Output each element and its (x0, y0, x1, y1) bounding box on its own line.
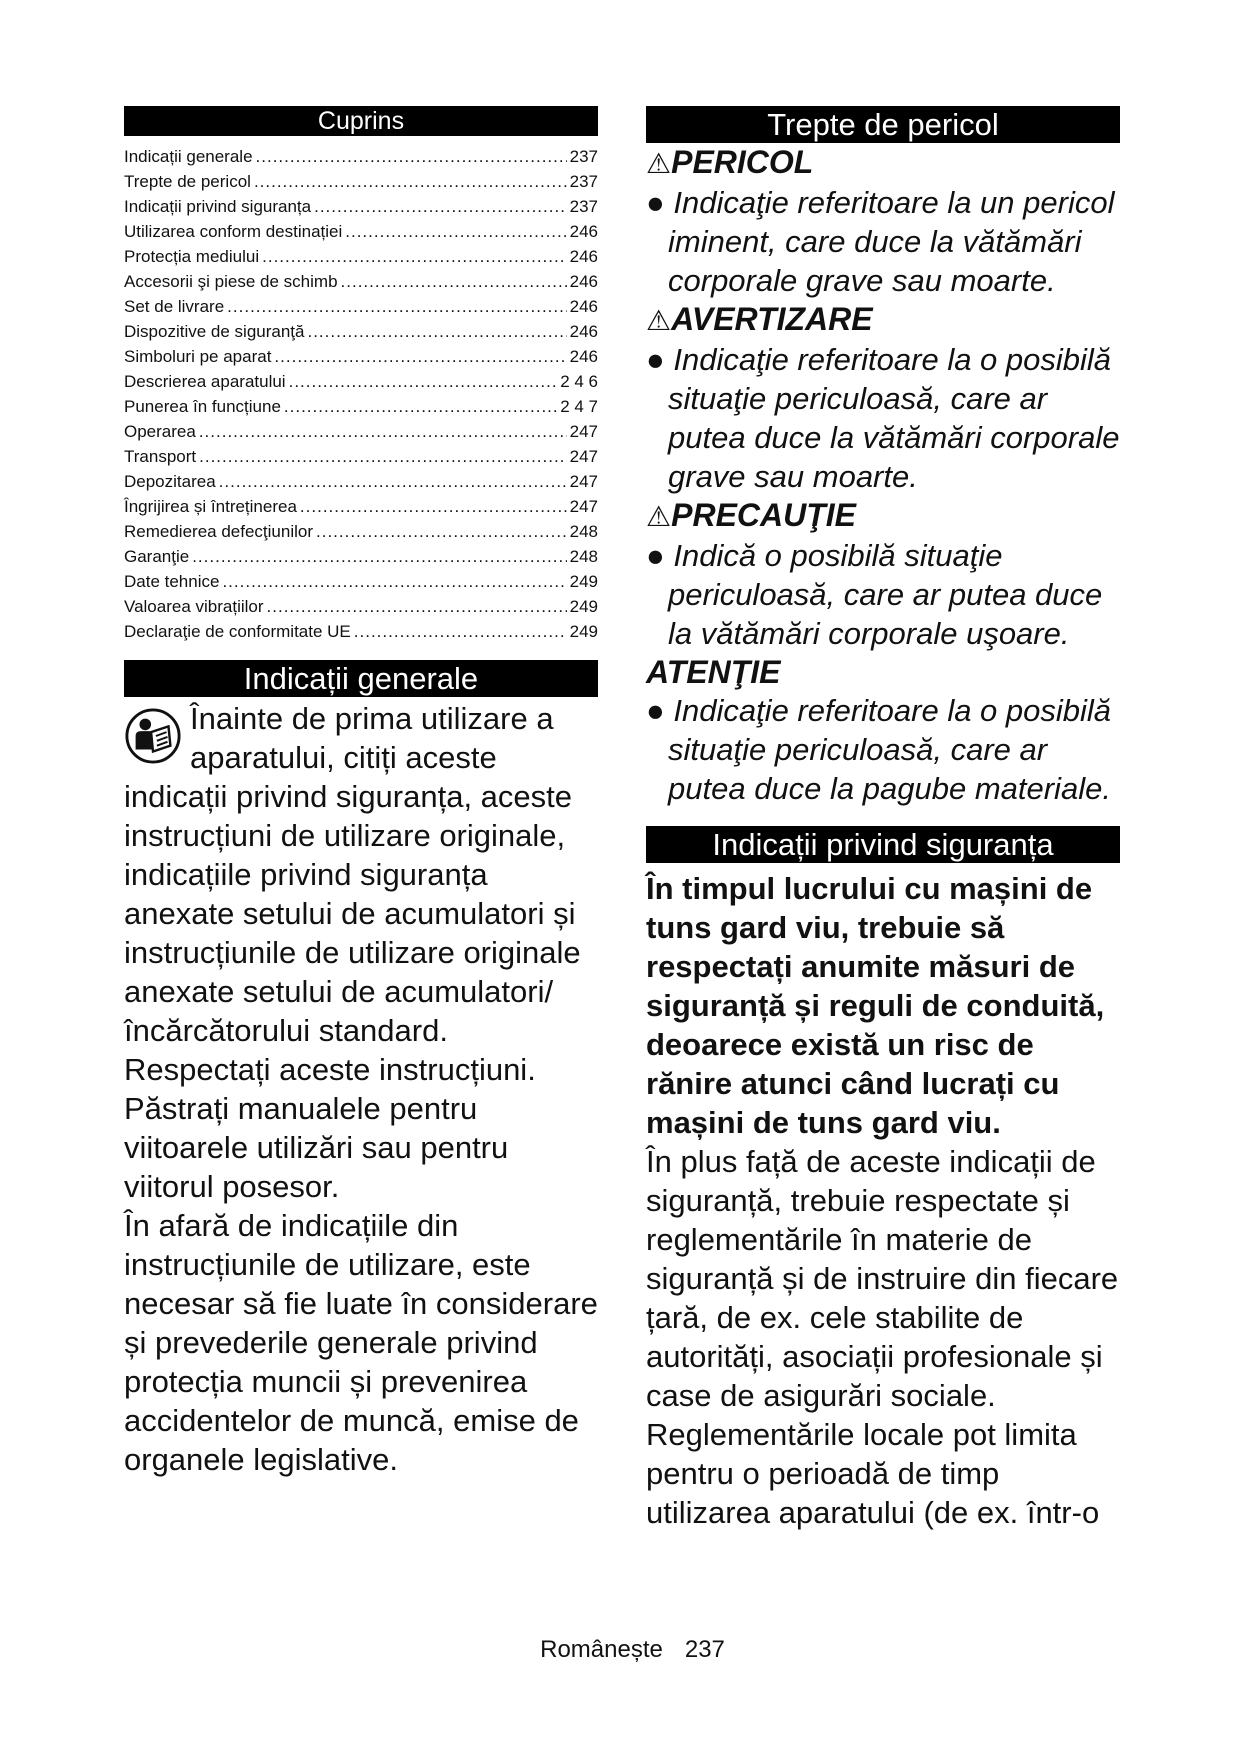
toc-item[interactable] (124, 194, 598, 219)
toc-leader-dots (274, 344, 566, 369)
hazard-level-text: Indicaţie referitoare la o posibilă situaţie periculoasă, care ar putea duce la vătămări corporale grave sau moarte. (668, 342, 1120, 494)
toc-item[interactable] (124, 544, 598, 569)
toc-item[interactable] (124, 394, 598, 419)
hazard-level-name: ATENŢIE (646, 654, 781, 690)
toc-item-page: 249 (569, 572, 598, 591)
toc-item-page: 246 (569, 222, 598, 241)
hazard-level-name: PRECAUŢIE (671, 497, 857, 533)
bullet-icon: ● (646, 538, 674, 573)
general-heading: Indicații generale (124, 660, 598, 697)
hazard-level-pericol (646, 143, 1120, 300)
toc-leader-dots (284, 394, 557, 419)
toc-leader-dots (256, 144, 567, 169)
hazard-level-name: AVERTIZARE (671, 301, 873, 337)
toc-item-label: Date tehnice (124, 572, 220, 591)
toc-item-label: Îngrijirea și întreținerea (124, 497, 297, 516)
toc-item-label: Descrierea aparatului (124, 372, 286, 391)
toc-leader-dots (345, 219, 566, 244)
page-number: 237 (684, 1636, 725, 1663)
right-column (646, 106, 1120, 1532)
toc-item-label: Remedierea defecţiunilor (124, 522, 313, 541)
toc-leader-dots (222, 569, 566, 594)
toc-item[interactable] (124, 319, 598, 344)
toc-item-page: 247 (569, 447, 598, 466)
toc-item-page: 2 4 6 (560, 372, 598, 391)
read-manual-icon (124, 707, 182, 765)
toc-item-page: 249 (569, 622, 598, 641)
toc-item-label: Garanţie (124, 547, 190, 566)
page-footer (0, 1636, 1241, 1664)
toc-leader-dots (316, 519, 567, 544)
toc-item-page: 247 (569, 497, 598, 516)
warning-triangle-icon: ⚠ (646, 501, 672, 532)
warning-triangle-icon: ⚠ (646, 305, 672, 336)
toc-item-page: 248 (569, 547, 598, 566)
toc-item[interactable] (124, 619, 598, 644)
toc-item-label: Simboluri pe aparat (124, 347, 272, 366)
toc-item-page: 247 (569, 472, 598, 491)
hazard-level-text: Indicaţie referitoare la un pericol iminent, care duce la vătămări corporale grave sau moarte. (668, 185, 1115, 298)
toc-item-page: 246 (569, 322, 598, 341)
warning-triangle-icon: ⚠ (646, 148, 672, 179)
toc-leader-dots (341, 269, 567, 294)
toc-item[interactable] (124, 144, 598, 169)
hazard-heading: Trepte de pericol (646, 106, 1120, 143)
toc-item[interactable] (124, 444, 598, 469)
toc-item-label: Depozitarea (124, 472, 216, 491)
toc-leader-dots (254, 169, 567, 194)
toc-item[interactable] (124, 244, 598, 269)
footer-language: Românește (540, 1636, 663, 1663)
toc-item[interactable] (124, 419, 598, 444)
toc-item-page: 2 4 7 (560, 397, 598, 416)
toc-leader-dots (289, 369, 558, 394)
toc-item-page: 237 (569, 147, 598, 166)
hazard-level-avertizare (646, 300, 1120, 496)
toc-item[interactable] (124, 594, 598, 619)
toc-leader-dots (354, 619, 567, 644)
toc-item[interactable] (124, 169, 598, 194)
bullet-icon: ● (646, 693, 674, 728)
toc-leader-dots (199, 419, 567, 444)
toc-item[interactable] (124, 494, 598, 519)
toc-item-label: Protecția mediului (124, 247, 260, 266)
bullet-icon: ● (646, 342, 674, 377)
toc-item-label: Indicații generale (124, 147, 253, 166)
toc-item-label: Operarea (124, 422, 196, 441)
toc-item-label: Punerea în funcțiune (124, 397, 281, 416)
toc-leader-dots (227, 294, 566, 319)
toc-item-page: 246 (569, 297, 598, 316)
toc-item[interactable] (124, 344, 598, 369)
toc-item-page: 249 (569, 597, 598, 616)
toc-leader-dots (300, 494, 567, 519)
toc-item-page: 237 (569, 197, 598, 216)
left-column (124, 106, 598, 1479)
toc-item-label: Valoarea vibrațiilor (124, 597, 264, 616)
toc-item[interactable] (124, 269, 598, 294)
toc-item[interactable] (124, 469, 598, 494)
toc-item-page: 246 (569, 272, 598, 291)
toc-item-label: Transport (124, 447, 197, 466)
bullet-icon: ● (646, 185, 674, 220)
hazard-level-name: PERICOL (671, 144, 814, 180)
toc-item-page: 246 (569, 347, 598, 366)
toc-item-label: Indicații privind siguranța (124, 197, 312, 216)
toc-leader-dots (199, 444, 567, 469)
toc-item-label: Declaraţie de conformitate UE (124, 622, 351, 641)
toc-item-label: Utilizarea conform destinației (124, 222, 343, 241)
toc-heading: Cuprins (124, 106, 598, 136)
general-intro (124, 699, 598, 1206)
toc-leader-dots (219, 469, 567, 494)
toc-item-page: 247 (569, 422, 598, 441)
toc-item[interactable] (124, 369, 598, 394)
toc-item[interactable] (124, 219, 598, 244)
hazard-level-precautie (646, 496, 1120, 653)
toc-leader-dots (262, 244, 567, 269)
general-paragraph-2: În afară de indicațiile din instrucțiunile de utilizare, este necesar să fie luate în considerare și prevederile generale privind protecția muncii și prevenirea accidentelor de muncă, emise de organele legislative. (124, 1208, 598, 1477)
toc-item[interactable] (124, 569, 598, 594)
hazard-level-text: Indică o posibilă situaţie periculoasă, care ar putea duce la vătămări corporale uşoare. (668, 538, 1103, 651)
hazard-level-text: Indicaţie referitoare la o posibilă situaţie periculoasă, care ar putea duce la pagube materiale. (668, 693, 1112, 806)
toc-item-page: 246 (569, 247, 598, 266)
toc-item-label: Dispozitive de siguranţă (124, 322, 305, 341)
safety-paragraph: În plus față de aceste indicații de siguranță, trebuie respectate și reglementările în materie de siguranță și de instruire din fiecare țară, de ex. cele stabilite de autorități, asociații profesionale și case de asigurări sociale. Reglementările locale pot limita pentru o perioadă de timp utilizarea aparatului (de ex. într-o (646, 1144, 1119, 1530)
toc-leader-dots (192, 544, 566, 569)
table-of-contents (124, 144, 598, 644)
toc-item-label: Accesorii şi piese de schimb (124, 272, 338, 291)
toc-item-page: 237 (569, 172, 598, 191)
toc-item[interactable] (124, 294, 598, 319)
toc-item[interactable] (124, 519, 598, 544)
toc-leader-dots (314, 194, 567, 219)
toc-leader-dots (307, 319, 566, 344)
toc-leader-dots (267, 594, 567, 619)
hazard-level-atentie (646, 653, 1120, 808)
safety-bold-paragraph: În timpul lucrului cu mașini de tuns gard viu, trebuie să respectați anumite măsuri de siguranță și reguli de conduită, deoarece există un risc de rănire atunci când lucrați cu mașini de tuns gard viu. (646, 871, 1105, 1140)
safety-heading: Indicații privind siguranța (646, 826, 1120, 863)
toc-item-label: Set de livrare (124, 297, 225, 316)
toc-item-label: Trepte de pericol (124, 172, 251, 191)
toc-item-page: 248 (569, 522, 598, 541)
general-paragraph-1: Înainte de prima utilizare a aparatului, citiți aceste indicații privind siguranța, aceste instrucțiuni de utilizare originale, indicațiile privind siguranța anexate setului de acumulatori și instrucțiunile de utilizare originale anexate setului de acumulatori/ încărcătorului standard. Respectați aceste instrucțiuni. Păstrați manualele pentru viitoarele utilizări sau pentru viitorul posesor. (124, 701, 581, 1204)
